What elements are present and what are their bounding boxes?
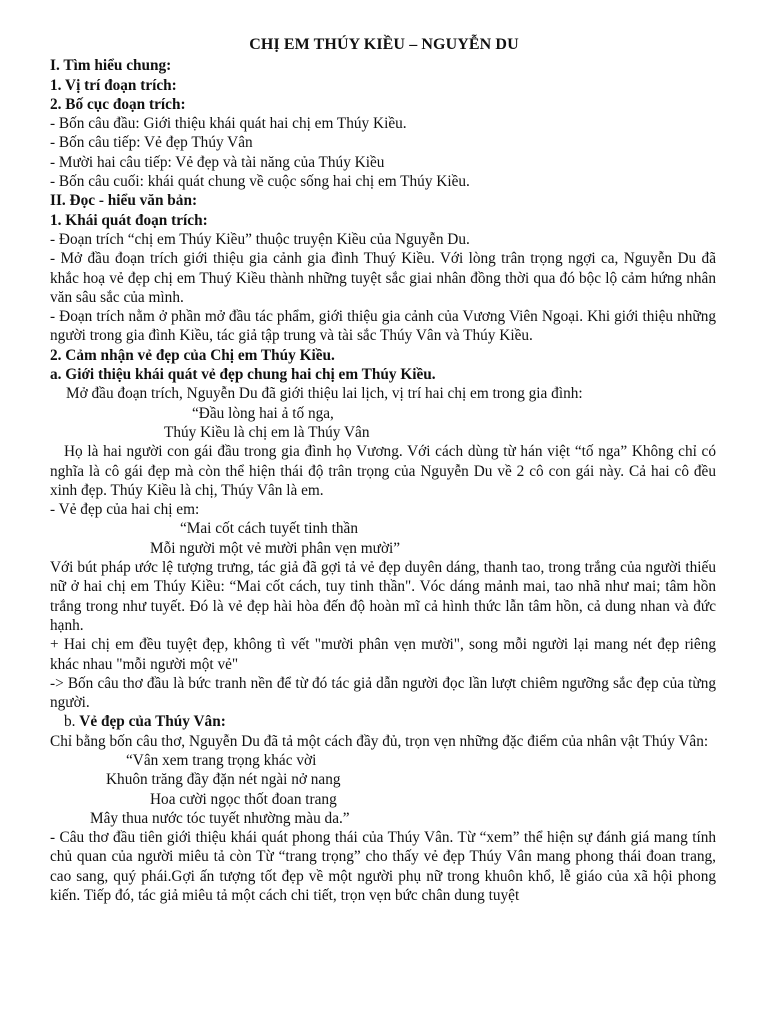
poem-line: “Đầu lòng hai ả tố nga, bbox=[192, 404, 334, 422]
section-heading-reading: II. Đọc - hiểu văn bản: bbox=[50, 192, 198, 210]
body-paragraph: Họ là hai người con gái đầu trong gia đình họ Vương. Với cách dùng từ hán việt “tố nga” Không chỉ có nghĩa là cô gái đẹp mà còn thể hiện thái độ trân trọng của Nguyễn Du về 2 cô con gái này. Cả hai cô đều xinh đẹp. Thúy Kiều là chị, Thúy Vân là em. bbox=[50, 443, 716, 499]
poem-line: Hoa cười ngọc thốt đoan trang bbox=[150, 790, 337, 808]
poem-line: Thúy Kiều là chị em là Thúy Vân bbox=[164, 423, 370, 441]
body-paragraph: - Vẻ đẹp của hai chị em: bbox=[50, 501, 200, 519]
overview-paragraph: - Đoạn trích nằm ở phần mở đầu tác phẩm, giới thiệu gia cảnh của Vương Viên Ngoại. Khi giới thiệu những người trong gia đình Kiều, tác giả tập trung và tài sắc Thúy Vân và Thúy Kiều. bbox=[50, 308, 716, 345]
document-body bbox=[0, 56, 768, 905]
subheading-beauty-b-line bbox=[50, 712, 716, 731]
section-heading-general: I. Tìm hiểu chung: bbox=[50, 57, 172, 75]
layout-item: - Bốn câu tiếp: Vẻ đẹp Thúy Vân bbox=[50, 134, 253, 152]
layout-item: - Bốn câu cuối: khái quát chung về cuộc sống hai chị em Thúy Kiều. bbox=[50, 173, 470, 191]
layout-item: - Mười hai câu tiếp: Vẻ đẹp và tài năng của Thúy Kiều bbox=[50, 153, 385, 171]
poem-line: Khuôn trăng đầy đặn nét ngài nở nang bbox=[106, 771, 341, 789]
subheading-overview: 1. Khái quát đoạn trích: bbox=[50, 211, 208, 229]
poem-line: Mỗi người một vẻ mười phân vẹn mười” bbox=[150, 539, 401, 557]
subheading-position: 1. Vị trí đoạn trích: bbox=[50, 76, 177, 94]
layout-item: - Bốn câu đầu: Giới thiệu khái quát hai chị em Thúy Kiều. bbox=[50, 115, 407, 133]
poem-line: “Mai cốt cách tuyết tinh thần bbox=[180, 520, 358, 538]
poem-line: Mây thua nước tóc tuyết nhường màu da.” bbox=[90, 809, 350, 827]
subheading-prefix: b. bbox=[64, 713, 80, 731]
poem-line: “Vân xem trang trọng khác vời bbox=[126, 751, 317, 769]
overview-paragraph: - Mở đầu đoạn trích giới thiệu gia cảnh gia đình Thuý Kiều. Với lòng trân trọng ngợi ca, Nguyễn Du đã khắc hoạ vẻ đẹp chị em Thuý Kiều thành những tuyệt sắc giai nhân đồng thời qua đó bộc lộ cảm hứng nhân văn sâu sắc của mình. bbox=[50, 250, 716, 306]
subheading-beauty-a: a. Giới thiệu khái quát vẻ đẹp chung hai chị em Thúy Kiều. bbox=[50, 366, 436, 384]
body-paragraph: + Hai chị em đều tuyệt đẹp, không tì vết "mười phân vẹn mười", song mỗi người lại mang nét đẹp riêng khác nhau "mỗi người một vẻ" bbox=[50, 636, 716, 673]
body-paragraph: - Câu thơ đầu tiên giới thiệu khái quát phong thái của Thúy Vân. Từ “xem” thể hiện sự đánh giá mang tính chủ quan của người miêu tả còn Từ “trang trọng” cho thấy vẻ đẹp Thúy Vân mang phong thái đoan trang, cao sang, quý phái.Gợi ấn tượng tốt đẹp về một người phụ nữ trong khuôn khổ, lễ giáo của xã hội phong kiến. Tiếp đó, tác giả miêu tả một cách chi tiết, trọn vẹn bức chân dung tuyệt bbox=[50, 829, 716, 905]
body-paragraph: -> Bốn câu thơ đầu là bức tranh nền để từ đó tác giả dẫn người đọc lần lượt chiêm ngưỡng sắc đẹp của từng người. bbox=[50, 674, 716, 712]
document-title: CHỊ EM THÚY KIỀU – NGUYỄN DU bbox=[249, 36, 519, 53]
intro-paragraph: Mở đầu đoạn trích, Nguyễn Du đã giới thiệu lai lịch, vị trí hai chị em trong gia đình: bbox=[66, 385, 583, 403]
body-paragraph: Chỉ bằng bốn câu thơ, Nguyễn Du đã tả một cách đầy đủ, trọn vẹn những đặc điểm của nhân vật Thúy Vân: bbox=[50, 732, 709, 750]
subheading-layout: 2. Bố cục đoạn trích: bbox=[50, 95, 186, 113]
overview-paragraph: - Đoạn trích “chị em Thúy Kiều” thuộc truyện Kiều của Nguyễn Du. bbox=[50, 230, 470, 248]
subheading-thuy-van: Vẻ đẹp của Thúy Vân: bbox=[79, 713, 226, 731]
subheading-beauty: 2. Cảm nhận vẻ đẹp của Chị em Thúy Kiều. bbox=[50, 346, 335, 364]
body-paragraph: Với bút pháp ước lệ tượng trưng, tác giả đã gợi tả vẻ đẹp duyên dáng, thanh tao, trong trắng của người thiếu nữ ở hai chị em Thúy Kiều: “Mai cốt cách, tuy tinh thần". Vóc dáng mảnh mai, tao nhã như mai; tâm hồn trắng trong như tuyết. Đó là vẻ đẹp hài hòa đến độ hoàn mĩ cả hình thức lẫn tâm hồn, cả dung nhan và đức hạnh. bbox=[50, 559, 716, 634]
